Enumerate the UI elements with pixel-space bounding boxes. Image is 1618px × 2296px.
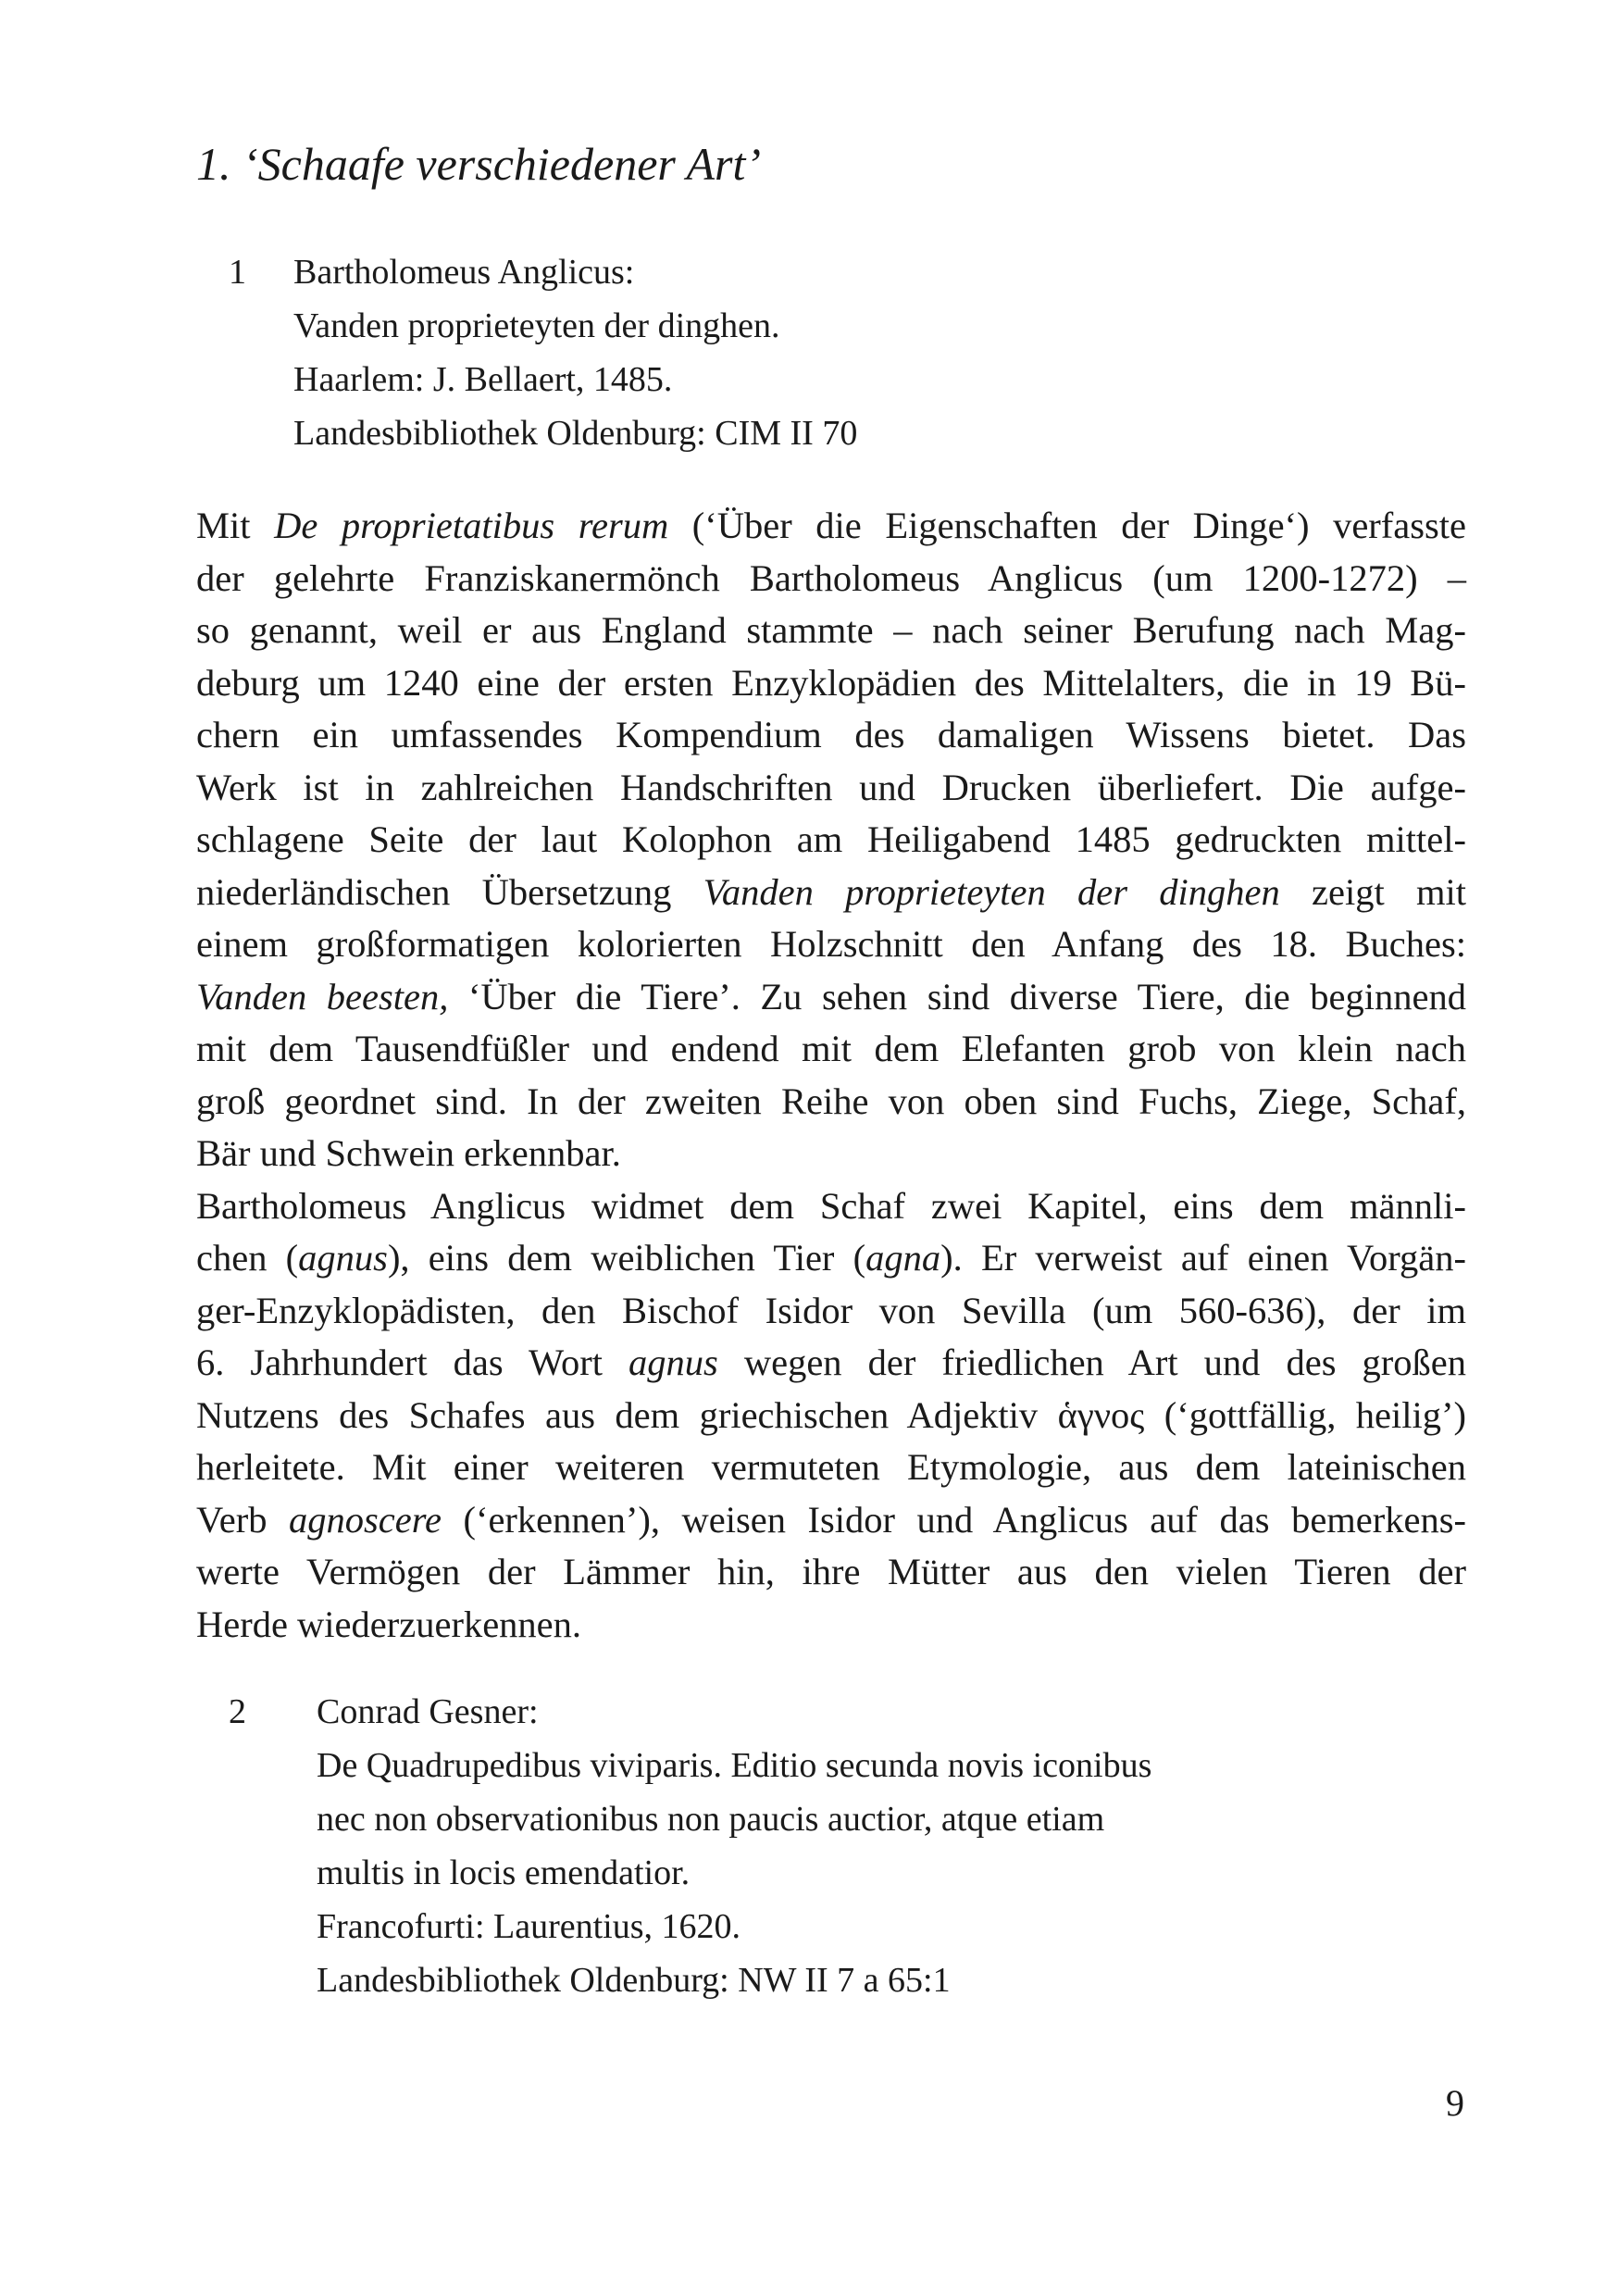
entry-title: nec non observationibus non paucis auctior, atque etiam: [317, 1800, 1105, 1839]
text-line: [196, 1390, 1466, 1442]
text-run: niederländischen Übersetzung: [196, 870, 703, 913]
text-line: [196, 1023, 1466, 1076]
entry-citation: [293, 245, 857, 460]
text-run: Mit: [196, 505, 275, 546]
italic-run: agnoscere: [289, 1498, 442, 1541]
text-line: [196, 709, 1466, 762]
text-run: (‘Über die Eigenschaften der Dinge‘) verfasste: [668, 505, 1467, 546]
text-line: [196, 500, 1466, 553]
text-line: [196, 918, 1466, 971]
text-line: [196, 1232, 1466, 1285]
text-run: groß geordnet sind. In der zweiten Reihe von oben sind Fuchs, Ziege, Schaf,: [196, 1079, 1466, 1122]
entry-imprint: Francofurti: Laurentius, 1620.: [317, 1907, 741, 1946]
italic-run: De proprietatibus rerum: [274, 505, 669, 546]
entry-number: 1: [229, 253, 246, 292]
text-line: [196, 762, 1466, 815]
commentary-text: [196, 500, 1466, 1651]
text-run: Nutzens des Schafes aus dem griechischen Adjektiv ἁγνος (‘gottfällig, heilig’): [196, 1393, 1466, 1436]
paragraph: [196, 500, 1466, 1180]
text-line: [196, 1285, 1466, 1338]
text-run: einem großformatigen kolorierten Holzschnitt den Anfang des 18. Buches:: [196, 923, 1466, 965]
entry-citation: [317, 1685, 1151, 2007]
entry-author: Bartholomeus Anglicus:: [293, 253, 635, 292]
text-run: ). Er verweist auf einen Vorgän-: [940, 1237, 1466, 1279]
text-line: [196, 605, 1466, 657]
text-run: Verb: [196, 1498, 289, 1541]
paragraph: [196, 1180, 1466, 1652]
text-line: [196, 1546, 1466, 1599]
text-run: 6. Jahrhundert das Wort: [196, 1341, 629, 1383]
text-run: Herde wiederzuerkennen.: [196, 1603, 582, 1645]
entry-shelfmark: Landesbibliothek Oldenburg: CIM II 70: [293, 414, 858, 453]
italic-run: agnus: [298, 1237, 388, 1279]
text-run: der gelehrte Franziskanermönch Bartholomeus Anglicus (um 1200-1272) –: [196, 556, 1466, 599]
text-run: Bartholomeus Anglicus widmet dem Schaf zwei Kapitel, eins dem männli-: [196, 1184, 1466, 1227]
text-line: [196, 1599, 1466, 1652]
entry-imprint: Haarlem: J. Bellaert, 1485.: [293, 360, 673, 399]
text-line: [196, 657, 1466, 710]
text-run: ), eins dem weiblichen Tier (: [387, 1237, 866, 1279]
chapter-heading: 1. ‘Schaafe verschiedener Art’: [196, 138, 761, 190]
text-run: Bär und Schwein erkennbar.: [196, 1132, 621, 1174]
catalog-entry-1: [229, 245, 1062, 468]
text-line: [196, 814, 1466, 867]
text-run: wegen der friedlichen Art und des großen: [717, 1341, 1466, 1383]
text-run: herleitete. Mit einer weiteren vermuteten Etymologie, aus dem lateinischen: [196, 1446, 1466, 1488]
entry-shelfmark: Landesbibliothek Oldenburg: NW II 7 a 65:1: [317, 1961, 951, 2000]
italic-run: agna: [865, 1237, 941, 1279]
text-run: zeigt mit: [1279, 870, 1467, 913]
text-run: ger-Enzyklopädisten, den Bischof Isidor von Sevilla (um 560-636), der im: [196, 1289, 1466, 1331]
text-run: werte Vermögen der Lämmer hin, ihre Mütter aus den vielen Tieren der: [196, 1551, 1466, 1592]
catalog-entry-2: [229, 1685, 1339, 2028]
entry-title: multis in locis emendatior.: [317, 1853, 691, 1892]
text-run: chen (: [196, 1237, 299, 1279]
text-line: [196, 1494, 1466, 1547]
text-line: [196, 1441, 1466, 1494]
text-line: [196, 1180, 1466, 1233]
italic-run: agnus: [629, 1341, 718, 1383]
text-run: chern ein umfassendes Kompendium des damaligen Wissens bietet. Das: [196, 714, 1466, 755]
text-run: Werk ist in zahlreichen Handschriften und Drucken überliefert. Die aufge-: [196, 766, 1466, 808]
page-number: 9: [1446, 2082, 1464, 2124]
text-run: mit dem Tausendfüßler und endend mit dem Elefanten grob von klein nach: [196, 1028, 1466, 1069]
italic-run: Vanden proprieteyten der dinghen: [703, 870, 1280, 913]
entry-title: Vanden proprieteyten der dinghen.: [293, 306, 780, 345]
text-line: [196, 1337, 1466, 1390]
text-line: [196, 1128, 1466, 1180]
text-run: deburg um 1240 eine der ersten Enzyklopädien des Mittelalters, die in 19 Bü-: [196, 661, 1466, 704]
entry-number: 2: [229, 1692, 246, 1731]
text-line: [196, 553, 1466, 605]
entry-title: De Quadrupedibus viviparis. Editio secunda novis iconibus: [317, 1746, 1152, 1785]
text-run: schlagene Seite der laut Kolophon am Heiligabend 1485 gedruckten mittel-: [196, 818, 1466, 860]
italic-run: Vanden beesten,: [196, 975, 449, 1017]
text-line: [196, 971, 1466, 1024]
entry-author: Conrad Gesner:: [317, 1692, 539, 1731]
text-run: so genannt, weil er aus England stammte – nach seiner Berufung nach Mag-: [196, 609, 1466, 651]
text-run: ‘Über die Tiere’. Zu sehen sind diverse Tiere, die beginnend: [448, 975, 1467, 1017]
text-run: (‘erkennen’), weisen Isidor und Anglicus auf das bemerkens-: [441, 1498, 1466, 1541]
text-line: [196, 1076, 1466, 1129]
text-line: [196, 867, 1466, 919]
